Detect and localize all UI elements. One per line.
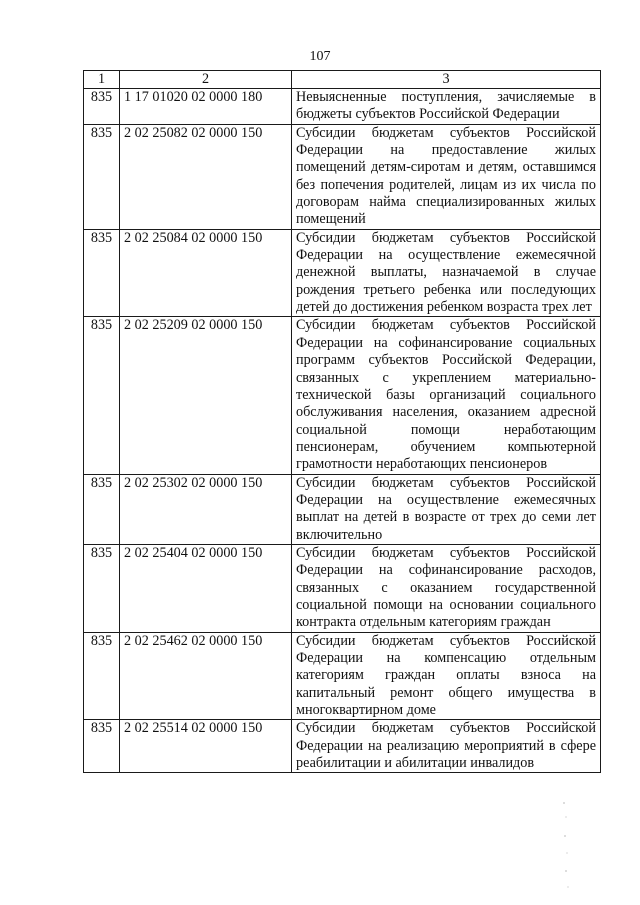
budget-code-cell: 2 02 25404 02 0000 150 xyxy=(120,544,292,632)
admin-code-cell: 835 xyxy=(84,124,120,229)
admin-code-cell: 835 xyxy=(84,317,120,474)
description-cell: Субсидии бюджетам субъектов Российской Федерации на осуществление ежемесячной денежной выплаты, назначаемой в случае рождения третьего ребенка или последующих детей до достижения ребенком возраста трех лет xyxy=(292,229,601,317)
column-header-1: 1 xyxy=(84,71,120,89)
description-cell: Субсидии бюджетам субъектов Российской Федерации на осуществление ежемесячных выплат на детей в возрасте от трех до семи лет включительно xyxy=(292,474,601,544)
admin-code-cell: 835 xyxy=(84,229,120,317)
budget-code-cell: 2 02 25209 02 0000 150 xyxy=(120,317,292,474)
budget-code-cell: 2 02 25084 02 0000 150 xyxy=(120,229,292,317)
table-row xyxy=(84,474,601,544)
column-header-2: 2 xyxy=(120,71,292,89)
table-header-row xyxy=(84,71,601,89)
budget-code-cell: 1 17 01020 02 0000 180 xyxy=(120,89,292,125)
table-row xyxy=(84,124,601,229)
table-row xyxy=(84,720,601,773)
table-row xyxy=(84,89,601,125)
page-number: 107 xyxy=(309,49,331,64)
admin-code-cell: 835 xyxy=(84,474,120,544)
description-cell: Субсидии бюджетам субъектов Российской Федерации на софинансирование социальных программ субъектов Российской Федерации, связанных с укреплением материально-технической базы организаций социального обслуживания населения, оказанием адресной социальной помощи неработающим пенсионерам, обучением компьютерной грамотности неработающих пенсионеров xyxy=(292,317,601,474)
table-row xyxy=(84,317,601,474)
description-cell: Невыясненные поступления, зачисляемые в бюджеты субъектов Российской Федерации xyxy=(292,89,601,125)
table-row xyxy=(84,229,601,317)
description-cell: Субсидии бюджетам субъектов Российской Федерации на предоставление жилых помещений детям-сиротам и детям, оставшимся без попечения родителей, лицам из их числа по договорам найма специализированных жилых помещений xyxy=(292,124,601,229)
budget-code-cell: 2 02 25462 02 0000 150 xyxy=(120,632,292,720)
budget-codes-table xyxy=(83,70,601,773)
description-cell: Субсидии бюджетам субъектов Российской Федерации на реализацию мероприятий в сфере реабилитации и абилитации инвалидов xyxy=(292,720,601,773)
table-row xyxy=(84,544,601,632)
admin-code-cell: 835 xyxy=(84,89,120,125)
description-cell: Субсидии бюджетам субъектов Российской Федерации на софинансирование расходов, связанных с оказанием государственной социальной помощи на основании социального контракта отдельным категориям граждан xyxy=(292,544,601,632)
admin-code-cell: 835 xyxy=(84,632,120,720)
admin-code-cell: 835 xyxy=(84,720,120,773)
admin-code-cell: 835 xyxy=(84,544,120,632)
table-row xyxy=(84,632,601,720)
description-cell: Субсидии бюджетам субъектов Российской Федерации на компенсацию отдельным категориям граждан оплаты взноса на капитальный ремонт общего имущества в многоквартирном доме xyxy=(292,632,601,720)
budget-code-cell: 2 02 25302 02 0000 150 xyxy=(120,474,292,544)
column-header-3: 3 xyxy=(292,71,601,89)
scan-noise-decoration xyxy=(560,795,580,895)
budget-code-cell: 2 02 25514 02 0000 150 xyxy=(120,720,292,773)
budget-code-cell: 2 02 25082 02 0000 150 xyxy=(120,124,292,229)
